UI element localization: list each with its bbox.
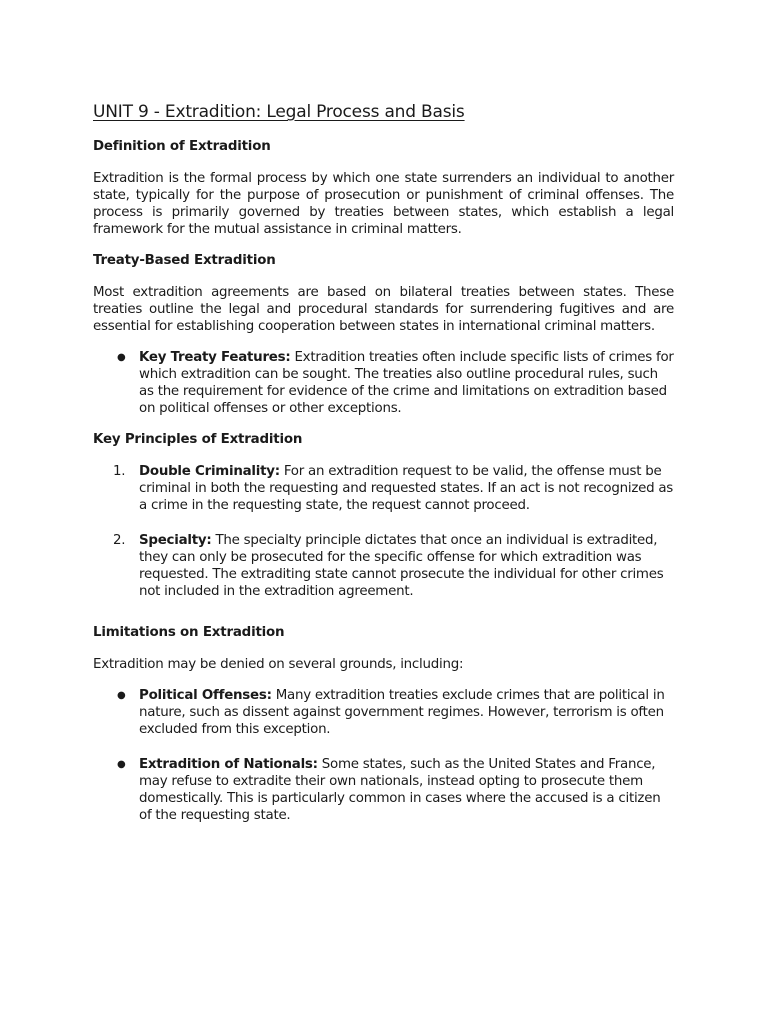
treaty-bullet-list — [93, 349, 674, 417]
document-page — [93, 100, 674, 838]
item-term: Double Criminality: — [139, 464, 280, 479]
bullet-icon: ● — [117, 759, 126, 770]
item-term: Specialty: — [139, 533, 212, 548]
heading-definition: Definition of Extradition — [93, 139, 271, 154]
definition-paragraph: Extradition is the formal process by which one state surrenders an individual to another state, typically for the purpose of prosecution or punishment of criminal offenses. The process is primarily governed by treaties between states, which establish a legal framework for the mutual assistance in criminal matters. — [93, 171, 674, 237]
limitations-intro: Extradition may be denied on several grounds, including: — [93, 657, 464, 672]
item-text: Extradition treaties often include specific lists of crimes for which extradition can be sought. The treaties also outline procedural rules, such as the requirement for evidence of the crime and limitations on extradition based on political offenses or other exceptions. — [139, 350, 674, 416]
item-text: The specialty principle dictates that once an individual is extradited, they can only be prosecuted for the specific offense for which extradition was requested. The extraditing state cannot prosecute the individual for other crimes not included in the extradition agreement. — [139, 533, 664, 599]
page-title: UNIT 9 - Extradition: Legal Process and Basis — [93, 102, 465, 122]
bullet-icon: ● — [117, 352, 126, 363]
list-item — [93, 463, 674, 514]
list-number: 2. — [113, 533, 126, 548]
item-text: For an extradition request to be valid, the offense must be criminal in both the requesting and requested states. If an act is not recognized as a crime in the requesting state, the request cannot proceed. — [139, 464, 674, 513]
item-term: Key Treaty Features: — [139, 350, 291, 365]
principles-numbered-list — [93, 463, 674, 600]
list-number: 1. — [113, 464, 126, 479]
item-term: Political Offenses: — [139, 688, 272, 703]
bullet-icon: ● — [117, 690, 126, 701]
section-spacer — [93, 614, 674, 624]
limitations-bullet-list — [93, 687, 674, 824]
list-item — [93, 532, 674, 600]
list-item — [93, 349, 674, 417]
heading-key-principles: Key Principles of Extradition — [93, 432, 303, 447]
list-item — [93, 756, 674, 824]
item-text: Some states, such as the United States and France, may refuse to extradite their own nationals, instead opting to prosecute them domestically. This is particularly common in cases where the accused is a citizen of the requesting state. — [139, 757, 661, 823]
heading-limitations: Limitations on Extradition — [93, 625, 285, 640]
item-term: Extradition of Nationals: — [139, 757, 318, 772]
heading-treaty-based: Treaty-Based Extradition — [93, 253, 276, 268]
item-text: Many extradition treaties exclude crimes that are political in nature, such as dissent against government regimes. However, terrorism is often excluded from this exception. — [139, 688, 665, 737]
list-item — [93, 687, 674, 738]
treaty-paragraph: Most extradition agreements are based on bilateral treaties between states. These treaties outline the legal and procedural standards for surrendering fugitives and are essential for establishing cooperation between states in international criminal matters. — [93, 285, 674, 334]
